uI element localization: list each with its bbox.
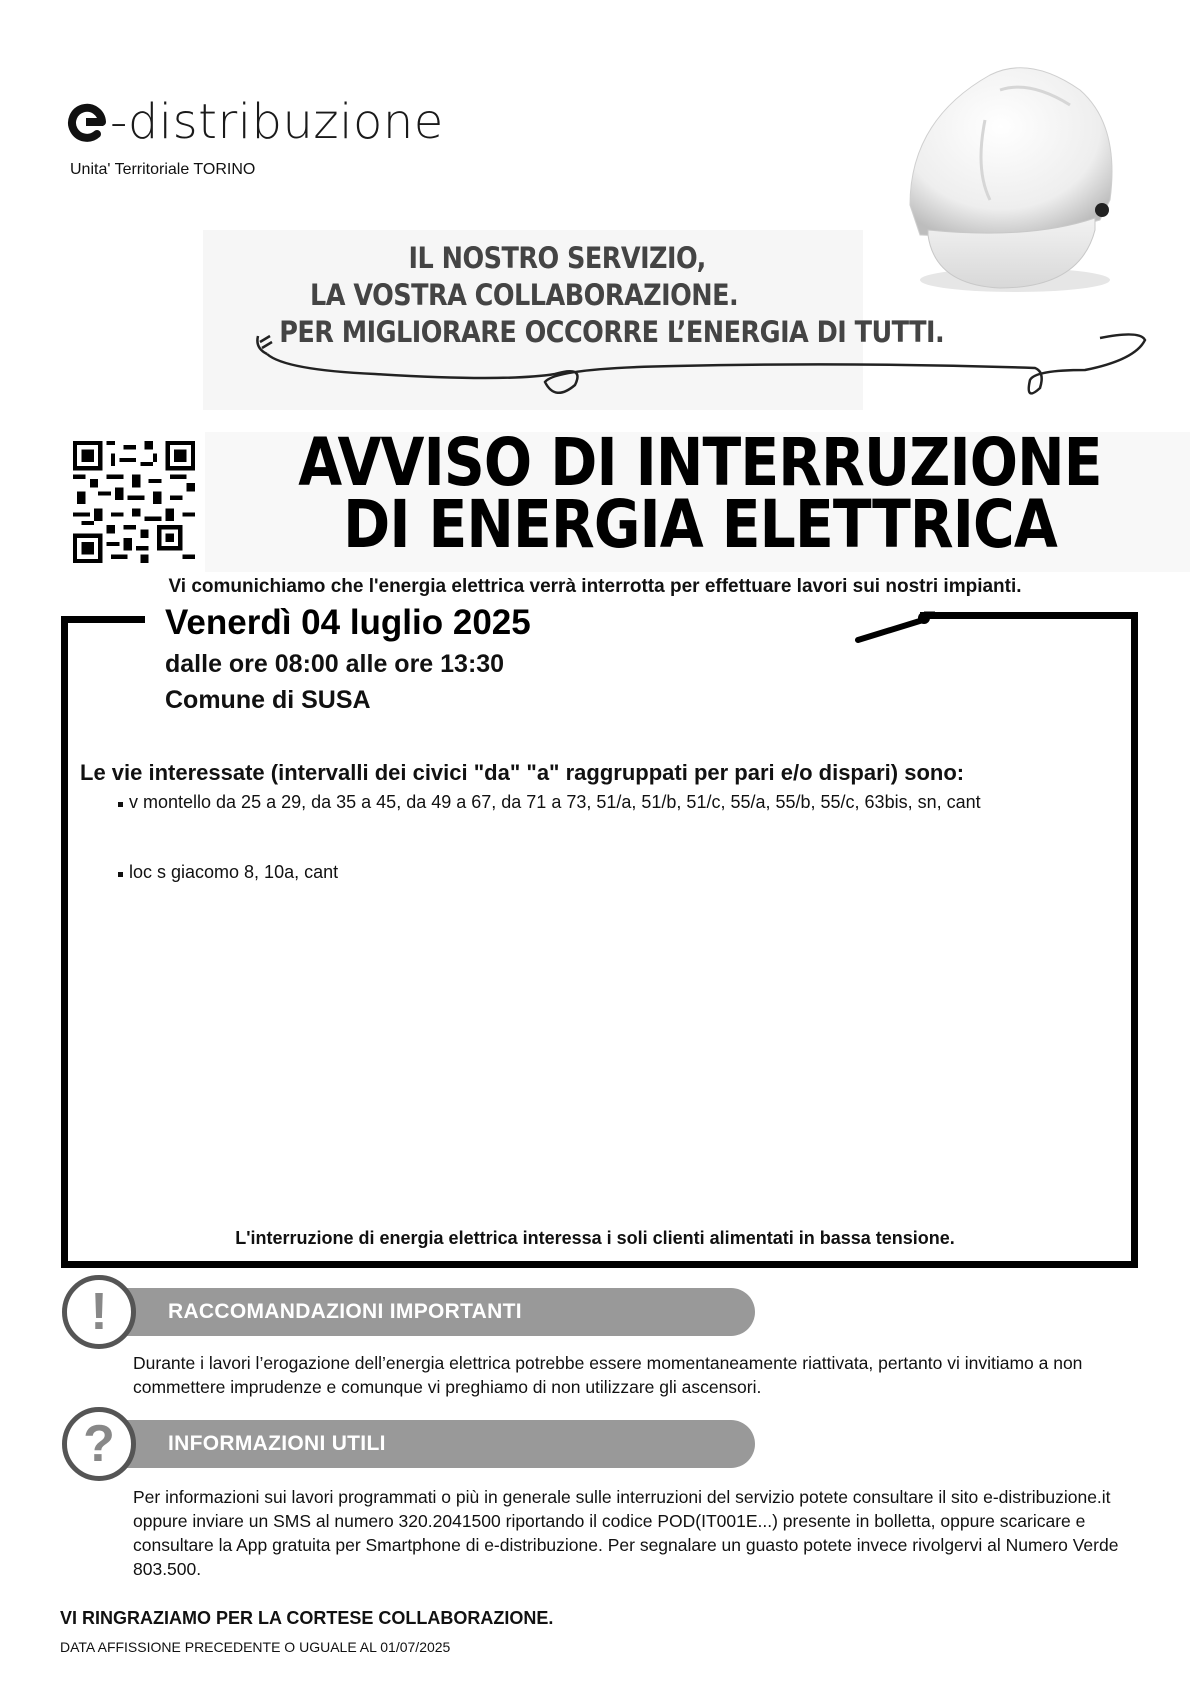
frame-border-left xyxy=(61,616,68,1268)
street-text: v montello da 25 a 29, da 35 a 45, da 49 a 67, da 71 a 73, 51/a, 51/b, 51/c, 55/a, 55/b, 55/c, 63bis, sn, cant xyxy=(129,792,981,812)
title-line-2: DI ENERGIA ELETTRICA xyxy=(343,486,1057,563)
exclamation-icon: ! xyxy=(62,1275,136,1349)
interruption-hours: dalle ore 08:00 alle ore 13:30 xyxy=(165,650,505,678)
frame-border-top-left xyxy=(61,616,145,623)
brand-name: -distribuzione xyxy=(110,94,444,150)
frame-border-right xyxy=(1131,612,1138,1268)
slogan-line-2: LA VOSTRA COLLABORAZIONE. xyxy=(310,278,739,312)
title-line-1: AVVISO DI INTERRUZIONE xyxy=(298,424,1102,501)
low-voltage-note: L'interruzione di energia elettrica interessa i soli clienti alimentati in bassa tensione. xyxy=(235,1228,955,1248)
e-logo-icon xyxy=(66,101,108,143)
recommendations-heading: RACCOMANDAZIONI IMPORTANTI xyxy=(168,1300,522,1323)
plug-cable-icon xyxy=(255,330,1155,415)
slogan-line-3: PER MIGLIORARE OCCORRE L’ENERGIA DI TUTTI. xyxy=(279,315,945,349)
info-header xyxy=(110,1420,755,1468)
question-icon: ? xyxy=(62,1407,136,1481)
frame-border-top-right xyxy=(920,612,1138,619)
recommendations-text: Durante i lavori l’erogazione dell’energia elettrica potrebbe essere momentaneamente riattivata, pertanto vi invitiamo a non commettere imprudenze e comunque vi preghiamo di non utilizzare gli ascensori. xyxy=(133,1353,1083,1397)
bullet-icon xyxy=(118,872,123,877)
territorial-unit: Unita' Territoriale TORINO xyxy=(70,161,256,178)
notice-title xyxy=(279,424,1122,563)
info-text: Per informazioni sui lavori programmati o più in generale sulle interruzioni del servizio potete consultare il sito e-distribuzione.it oppure inviare un SMS al numero 320.2041500 riportando il codice POD(IT001E...) presente in bolletta, oppure scaricare e consultare la App gratuita per Smartphone di e-distribuzione. Per segnalare un guasto potete invece rivolgervi al Numero Verde 803.500. xyxy=(133,1487,1119,1579)
intro-text: Vi comunichiamo che l'energia elettrica verrà interrotta per effettuare lavori sui nostri impianti. xyxy=(168,576,1022,597)
street-item xyxy=(118,862,338,883)
affix-date: DATA AFFISSIONE PRECEDENTE O UGUALE AL 01/07/2025 xyxy=(60,1639,451,1655)
recommendations-header xyxy=(110,1288,755,1336)
slogan-line-1: IL NOSTRO SERVIZIO, xyxy=(408,241,706,275)
bullet-icon xyxy=(118,802,123,807)
streets-heading: Le vie interessate (intervalli dei civici "da" "a" raggruppati per pari e/o dispari) sono: xyxy=(80,760,965,785)
frame-border-bottom xyxy=(61,1261,1138,1268)
municipality: Comune di SUSA xyxy=(165,686,371,714)
street-item xyxy=(118,792,981,813)
thanks-text: VI RINGRAZIAMO PER LA CORTESE COLLABORAZIONE. xyxy=(60,1608,554,1628)
open-switch-icon xyxy=(855,608,935,648)
street-text: loc s giacomo 8, 10a, cant xyxy=(129,862,339,882)
qr-code[interactable] xyxy=(73,441,195,563)
interruption-date: Venerdì 04 luglio 2025 xyxy=(165,603,531,642)
info-heading: INFORMAZIONI UTILI xyxy=(168,1432,386,1455)
brand-logo xyxy=(66,94,444,150)
